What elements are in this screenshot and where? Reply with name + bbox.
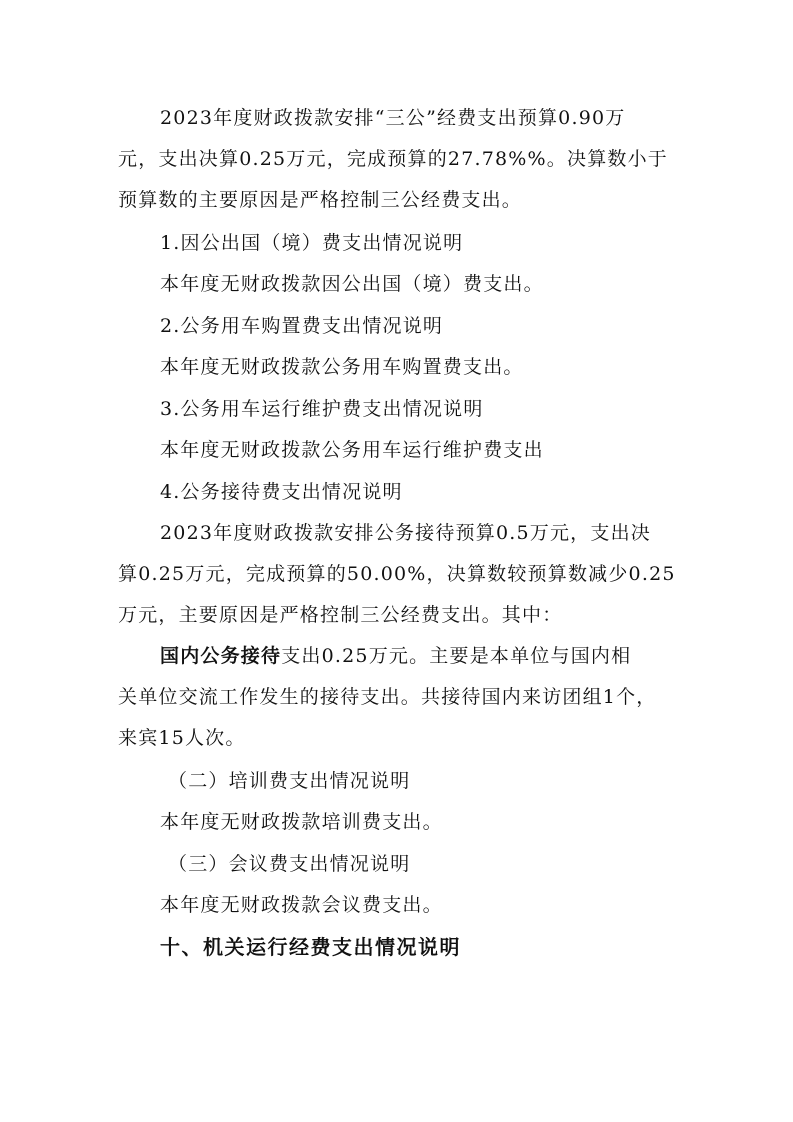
section-2-body: 本年度无财政拨款公务用车购置费支出。 bbox=[160, 356, 524, 378]
domestic-bold-lead: 国内公务接待 bbox=[160, 645, 282, 667]
training-heading: （二）培训费支出情况说明 bbox=[168, 770, 411, 792]
domestic-line-1 bbox=[160, 643, 631, 669]
section-2-heading: 2.公务用车购置费支出情况说明 bbox=[160, 315, 444, 337]
meeting-heading: （三）会议费支出情况说明 bbox=[168, 853, 411, 875]
intro-line-3: 预算数的主要原因是严格控制三公经费支出。 bbox=[118, 189, 523, 211]
domestic-line-1-rest: 支出0.25万元。主要是本单位与国内相 bbox=[281, 645, 632, 667]
section-3-heading: 3.公务用车运行维护费支出情况说明 bbox=[160, 398, 484, 420]
domestic-line-3: 来宾15人次。 bbox=[118, 727, 246, 749]
domestic-line-2: 关单位交流工作发生的接待支出。共接待国内来访团组1个， bbox=[118, 686, 657, 708]
section-4-heading: 4.公务接待费支出情况说明 bbox=[160, 481, 403, 503]
section-10-heading: 十、机关运行经费支出情况说明 bbox=[160, 935, 461, 959]
section-1-body: 本年度无财政拨款因公出国（境）费支出。 bbox=[160, 273, 544, 295]
training-body: 本年度无财政拨款培训费支出。 bbox=[160, 811, 443, 833]
section-4-line-2: 算0.25万元，完成预算的50.00%，决算数较预算数减少0.25 bbox=[118, 563, 676, 585]
intro-line-2: 元，支出决算0.25万元，完成预算的27.78%%。决算数小于 bbox=[118, 148, 669, 170]
section-1-heading: 1.因公出国（境）费支出情况说明 bbox=[160, 232, 464, 254]
section-4-line-1: 2023年度财政拨款安排公务接待预算0.5万元，支出决 bbox=[160, 522, 651, 544]
meeting-body: 本年度无财政拨款会议费支出。 bbox=[160, 894, 443, 916]
intro-line-1: 2023年度财政拨款安排“三公”经费支出预算0.90万 bbox=[160, 107, 626, 129]
section-3-body: 本年度无财政拨款公务用车运行维护费支出 bbox=[160, 439, 544, 461]
section-4-line-3: 万元，主要原因是严格控制三公经费支出。其中： bbox=[118, 604, 563, 626]
